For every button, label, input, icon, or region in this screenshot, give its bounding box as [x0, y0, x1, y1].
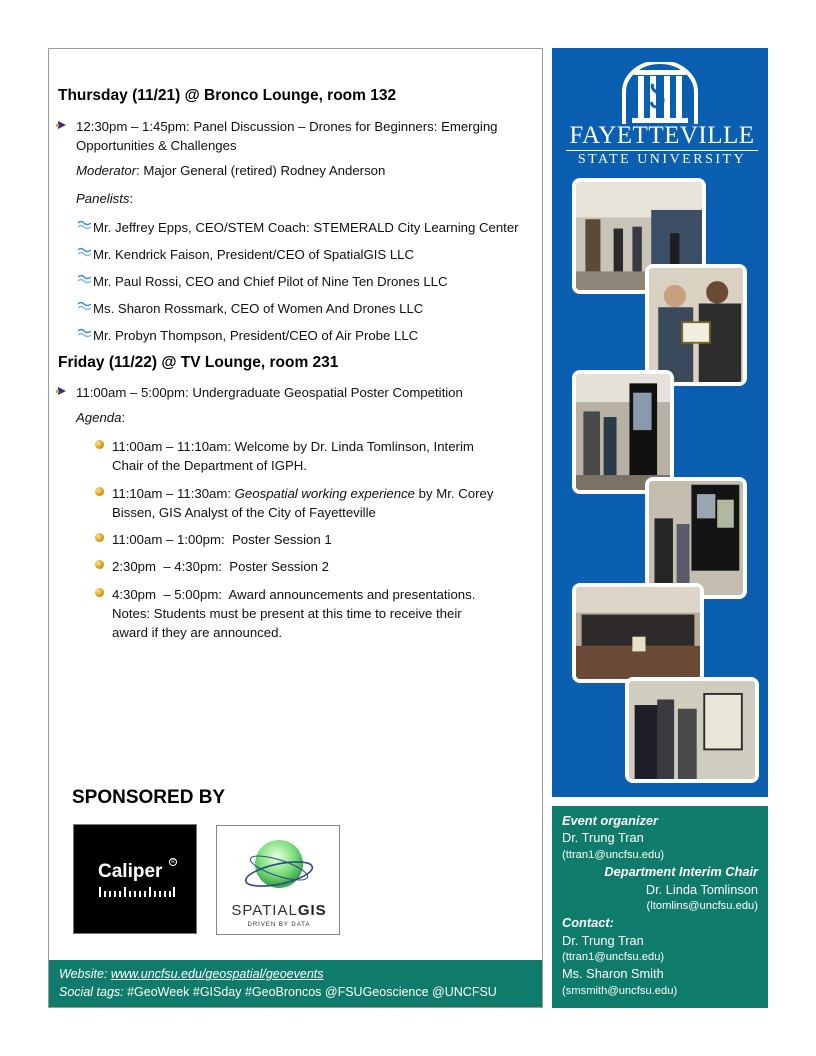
chair-label: Department Interim Chair — [604, 864, 758, 879]
organizer-email[interactable]: (ttran1@uncfsu.edu) — [562, 849, 665, 861]
friday-heading: Friday (11/22) @ TV Lounge, room 231 — [58, 354, 339, 371]
agenda-item-emphasis: Geospatial working experience — [234, 486, 416, 501]
coin-bullet-icon — [95, 588, 104, 597]
contact-name: Ms. Sharon Smith — [562, 966, 664, 981]
moderator-label: Moderator — [76, 163, 137, 178]
social-label: Social tags: — [59, 985, 128, 999]
wave-bullet-icon — [78, 328, 91, 338]
agenda-item-text: 2:30pm – 4:30pm: Poster Session 2 — [112, 559, 329, 574]
caliper-logo — [73, 824, 197, 934]
panelist-text: Ms. Sharon Rossmark, CEO of Women And Drones LLC — [93, 301, 424, 316]
agenda-item-text: 11:00am – 1:00pm: Poster Session 1 — [112, 532, 332, 547]
coin-bullet-icon — [95, 533, 104, 542]
website-label: Website: — [59, 967, 111, 981]
agenda-item-text: award if they are announced. — [112, 625, 283, 640]
university-subtitle: STATE UNIVERSITY — [577, 152, 747, 167]
coin-bullet-icon — [95, 440, 104, 449]
sponsored-heading: SPONSORED BY — [72, 787, 226, 808]
agenda-item-text: 4:30pm – 5:00pm: Award announcements and presentations. — [112, 587, 476, 602]
wave-bullet-icon — [78, 247, 91, 257]
gis-word: GIS — [297, 902, 327, 919]
spatialgis-wordmark — [221, 902, 337, 919]
panelists-line — [76, 191, 133, 206]
thursday-event-title-1: Panel Discussion – Drones for Beginners: Emerging — [193, 119, 498, 134]
coin-bullet-icon — [95, 487, 104, 496]
friday-event-title: Undergraduate Geospatial Poster Competition — [192, 385, 463, 400]
social-tags: #GeoWeek #GISday #GeoBroncos @FSUGeoscience @UNCFSU — [127, 985, 497, 999]
chair-email[interactable]: (ltomlins@uncfsu.edu) — [646, 900, 758, 912]
moderator-line — [76, 163, 385, 178]
spatialgis-globe-icon — [242, 834, 316, 900]
chair-name: Dr. Linda Tomlinson — [645, 882, 758, 897]
organizer-label: Event organizer — [562, 813, 659, 828]
fsu-column-logo-icon — [620, 62, 700, 128]
event-photo — [572, 583, 704, 683]
event-photo — [625, 677, 759, 783]
website-link[interactable]: www.uncfsu.edu/geospatial/geoevents — [110, 967, 324, 981]
thursday-event-title-2: Opportunities & Challenges — [76, 138, 237, 153]
organizer-name: Dr. Trung Tran — [562, 830, 644, 845]
agenda-label: Agenda — [76, 410, 122, 425]
university-panel — [552, 48, 768, 797]
thursday-event-time: 12:30pm – 1:45pm: — [76, 119, 190, 134]
spatialgis-tagline: DRIVEN BY DATA — [247, 922, 311, 928]
contact-panel — [552, 806, 768, 1008]
schedule-panel — [48, 48, 543, 1008]
agenda-item-text: Chair of the Department of IGPH. — [112, 458, 307, 473]
spatialgis-logo — [216, 825, 340, 935]
arrow-bullet-icon — [58, 121, 66, 129]
website-line — [59, 965, 532, 983]
agenda-item-text: Bissen, GIS Analyst of the City of Fayetteville — [112, 505, 376, 520]
arrow-bullet-icon — [58, 387, 66, 395]
university-name: FAYETTEVILLE — [569, 122, 755, 149]
friday-event-time: 11:00am – 5:00pm: — [76, 385, 189, 400]
university-divider — [566, 150, 758, 151]
spatial-word: SPATIAL — [231, 902, 298, 919]
thursday-heading: Thursday (11/21) @ Bronco Lounge, room 132 — [58, 87, 397, 104]
panelists-colon: : — [129, 191, 134, 206]
caliper-wordmark: Caliper — [98, 861, 163, 882]
agenda-item-text: 11:00am – 11:10am: Welcome by Dr. Linda Tomlinson, Interim — [112, 439, 474, 454]
event-photo — [645, 264, 747, 386]
agenda-item-text: 11:10am – 11:30am: — [112, 486, 235, 501]
wave-bullet-icon — [78, 301, 91, 311]
agenda-item-text: by Mr. Corey — [415, 486, 494, 501]
wave-bullet-icon — [78, 220, 91, 230]
contact-label: Contact: — [562, 915, 614, 930]
moderator-value: : Major General (retired) Rodney Anderson — [136, 163, 386, 178]
event-photo — [645, 477, 747, 599]
footer-band — [49, 960, 542, 1007]
contact-name: Dr. Trung Tran — [562, 933, 644, 948]
wave-bullet-icon — [78, 274, 91, 284]
registered-mark: R — [169, 858, 177, 866]
ruler-icon — [99, 885, 175, 897]
panelist-text: Mr. Probyn Thompson, President/CEO of Air Probe LLC — [93, 328, 419, 343]
panelist-text: Mr. Kendrick Faison, President/CEO of SpatialGIS LLC — [93, 247, 415, 262]
contact-email[interactable]: (ttran1@uncfsu.edu) — [562, 951, 665, 963]
agenda-colon: : — [121, 410, 126, 425]
panelists-label: Panelists — [76, 191, 130, 206]
contact-email[interactable]: (smsmith@uncfsu.edu) — [562, 985, 678, 997]
panelist-text: Mr. Jeffrey Epps, CEO/STEM Coach: STEMERALD City Learning Center — [93, 220, 519, 235]
coin-bullet-icon — [95, 560, 104, 569]
agenda-line — [76, 410, 125, 425]
event-photo — [572, 370, 674, 494]
panelist-text: Mr. Paul Rossi, CEO and Chief Pilot of Nine Ten Drones LLC — [93, 274, 448, 289]
agenda-item-text: Notes: Students must be present at this time to receive their — [112, 606, 462, 621]
social-line — [59, 983, 532, 1001]
